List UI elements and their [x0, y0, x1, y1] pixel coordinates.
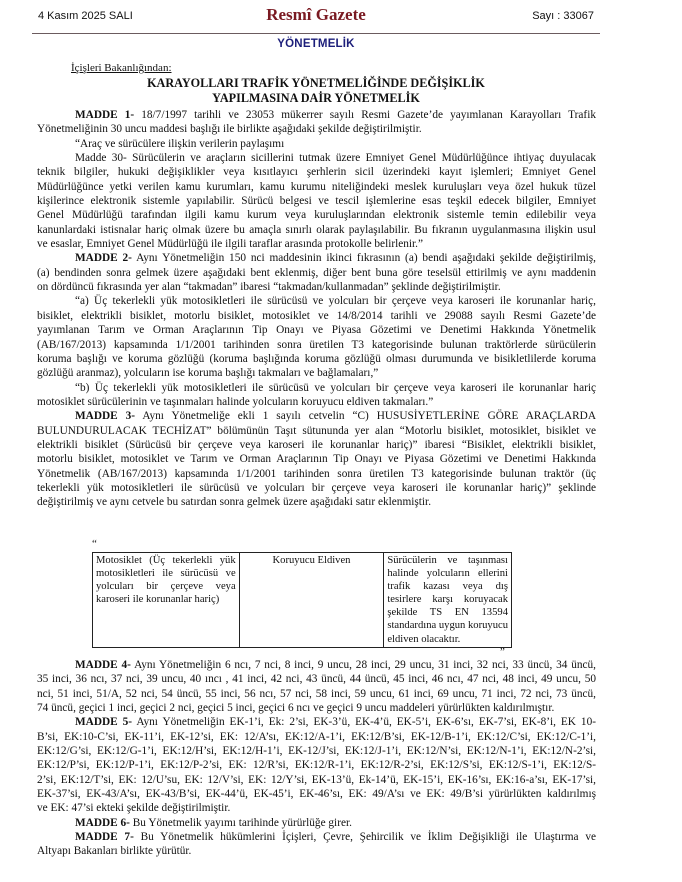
article-heading-line: [37, 409, 596, 423]
line-text: Aynı Yönetmeliğe ekli 1 sayılı cetvelin “C) HUSUSİYETLERİNE GÖRE ARAÇLARDA: [135, 410, 596, 423]
article-number: MADDE 5-: [75, 716, 133, 729]
text-line: [37, 787, 596, 801]
line-text: EK:12/P’si, EK:12/P-1’i, EK:12/P-2’si, EK: 12/R’si, EK:12/R-1’i, EK:12/R-2’si, EK:12/S’si, EK:12/S-1’i, EK:12/S-: [37, 759, 596, 772]
text-line: [37, 352, 596, 366]
line-text: Aynı Yönetmeliğin 150 nci maddesinin ikinci fıkrasının (a) bendi aşağıdaki şekilde değiştirilmiş,: [131, 252, 596, 265]
cell-line: Sürücülerin ve taşınması: [387, 555, 508, 566]
text-line: [37, 744, 596, 758]
cell-line: tesirlere karşı koruyacak: [387, 594, 508, 606]
cell-line: motosikletleri ile sürücüsü ve: [96, 568, 236, 580]
cell-line: yolcuları bir çerçeve veya: [96, 581, 236, 593]
text-line: [37, 481, 596, 495]
text-line: [37, 237, 596, 251]
vehicle-cell: [93, 553, 240, 648]
line-text: Bu Yönetmelik hükümlerini İçişleri, Çevre, Şehircilik ve İklim Değişikliği ile Ulaştırma ve: [133, 831, 596, 844]
line-text: ve EK: 47’si ekteki şekilde değiştirilmiştir.: [37, 802, 231, 815]
line-text: Genel Müdürlüğü tarafından ilgili kamu kurum veya kuruluşlarından elektronik sistemle temin edilebilir veya: [37, 209, 596, 222]
line-text: Yönetmelik (AB/167/2013) kapsamında 1/1/2001 tarihinden sonra üretilen T3 kategorisinde bulunan traktör (üç: [37, 467, 596, 480]
line-text: tekerlekli yük motosikletleri ile sürücüsü ve yolcuları bir çerçeve veya karoseri ile korunanlar hariç)” şeklinde: [37, 481, 596, 494]
text-line: [37, 223, 596, 237]
article-number: MADDE 2-: [75, 252, 132, 265]
text-line: [37, 452, 596, 466]
text-line: [37, 381, 596, 395]
text-line: [37, 773, 596, 787]
text-line: [37, 137, 596, 151]
text-line: [37, 208, 596, 222]
article-heading-line: [37, 830, 596, 844]
text-line: [37, 495, 596, 509]
cell-line: trafik kazası veya dış: [387, 581, 508, 593]
article-heading-line: [37, 715, 596, 729]
table-open-quote: “: [92, 538, 97, 550]
text-line: [37, 395, 596, 409]
text-line: [37, 467, 596, 481]
article-number: MADDE 6-: [75, 816, 130, 829]
text-line: [37, 151, 596, 165]
line-text: (AB/167/2013) kapsamında 1/1/2001 tarihinden sonra üretilen T3 kategorisinde bulunan traktörlerde sürücülerin: [37, 338, 596, 351]
equipment-table: [92, 552, 512, 648]
section-heading: YÖNETMELİK: [277, 38, 355, 50]
ministry-name: İçişleri Bakanlığından:: [71, 62, 172, 74]
article-number: MADDE 1-: [75, 109, 135, 121]
text-line: [37, 194, 596, 208]
line-text: (a) bendinden sonra gelmek üzere aşağıdaki bent eklenmiş, diğer bent buna göre teselsül ettirilmiş ve aynı maddenin: [37, 266, 596, 279]
line-text: Yönetmeliğinin 30 uncu maddesi başlığı ile birlikte aşağıdaki şekilde değiştirilmiştir.: [37, 123, 422, 136]
line-text: 74 üncü, geçici 1 inci, geçici 2 nci, geçici 5 inci, geçici 6 ncı ve geçici 9 uncu maddeleri yürürlükten kaldırılmıştır.: [37, 702, 555, 715]
text-line: [37, 801, 596, 815]
line-text: 2’si, EK:12/T’si, EK: 12/U’su, EK: 12/V’si, EK: 12/Y’si, EK-13’ü, Ek-14’ü, EK-15’i, EK-16’sı, EK:16-a’sı, EK-17’si,: [37, 773, 596, 786]
cell-line: karoseri ile korunanlar hariç): [96, 594, 220, 606]
line-text: teknik bilgiler, hukuki değişiklikler veya kısıtlayıcı şerhlerin sicil üzerindeki kayıt işlemleri; Emniyet Genel: [37, 166, 596, 179]
line-text: nci, 51 inci, 51/A, 52 nci, 54 üncü, 55 inci, 56 ncı, 57 nci, 58 inci, 59 uncu, 61 inci, 69 uncu, 71 inci, 72 nci, 73 üncü,: [37, 687, 596, 700]
line-text: Aynı Yönetmeliğin 6 ncı, 7 nci, 8 inci, 9 uncu, 28 inci, 29 uncu, 31 inci, 32 nci, 33 üncü, 34 üncü,: [130, 659, 596, 671]
line-text: kanunlardaki istisnalar hariç olmak üzere bu amaçla sınırlı olarak paylaşılabilir. Bu fıkranın uygulanmasına ilişkin usul: [37, 223, 596, 236]
gazette-header: [32, 0, 600, 34]
line-text: on dördüncü fıkrasında yer alan “takmadan” ibaresi “takmadan/kullanmadan” şeklinde değiştirilmiştir.: [37, 281, 501, 294]
line-text: değiştirilmiş ve aynı cetvele bu satırdan sonra gelmek üzere aşağıdaki satır eklenmiştir.: [37, 496, 432, 509]
article-heading-line: [37, 108, 596, 122]
text-line: [37, 294, 596, 308]
text-line: [37, 309, 596, 323]
cell-line: halinde yolcuların ellerini: [387, 568, 508, 580]
text-line: [37, 280, 596, 294]
text-line: [37, 758, 596, 772]
text-line: [37, 122, 596, 136]
line-text: kişilerince elektronik sistemle yapılabilir. Sürücü belgesi ve tescil işlemlerine esas teşkil edecek bilgiler, Emniyet: [37, 195, 596, 208]
line-text: 18/7/1997 tarihli ve 23053 mükerrer sayılı Resmi Gazete’de yayımlanan Karayolları Trafik: [134, 109, 596, 121]
line-text: Altyapı Bakanları birlikte yürütür.: [37, 845, 192, 858]
text-line: [37, 424, 596, 438]
line-text: koruma başlığı ve koruma gözlüğü (koruma başlığında koruma gözlüğü olması durumunda ve bisikletlilerde koruma: [37, 352, 596, 365]
line-text: “a) Üç tekerlekli yük motosikletleri ile sürücüsü ve yolcuları bir çerçeve veya karoseri ile korunanlar hariç,: [75, 295, 596, 308]
line-text: “b) Üç tekerlekli yük motosikletleri ile sürücüsü ve yolcuları bir çerçeve veya karoseri ile korunanlar hariç: [75, 381, 596, 394]
text-line: [37, 730, 596, 744]
text-line: [37, 266, 596, 280]
articles-block-2: [37, 658, 596, 859]
article-heading-line: [37, 658, 596, 672]
line-text: gözlüğü aranmaz), yolcuların ise koruma başlığı takmaları ve bağlamaları,”: [37, 367, 379, 380]
line-text: Bu Yönetmelik yayımı tarihinde yürürlüğe girer.: [129, 816, 352, 829]
line-text: ve esaslar, Emniyet Genel Müdürlüğü ile ilgili taraflar arasında protokolle belirlenir.”: [37, 238, 424, 251]
cell-line: standardına uygun koruyucu: [387, 620, 508, 632]
text-line: [37, 323, 596, 337]
line-text: bisiklet, elektrikli bisiklet, motorlu bisiklet, motosiklet ve 14/8/2014 tarihli ve 29088 sayılı Resmi Gazete’de: [37, 309, 596, 322]
text-line: [37, 438, 596, 452]
line-text: motosiklet sürücülerinin ve taşınmaları halinde yolcuların koruyucu eldiven takmaları.”: [37, 395, 434, 408]
text-line: [37, 338, 596, 352]
line-text: “Araç ve sürücülere ilişkin verilerin paylaşımı: [75, 137, 285, 150]
description-cell: [384, 553, 512, 648]
text-line: [37, 366, 596, 380]
gazette-title: Resmî Gazete: [266, 5, 366, 24]
cell-line: şekilde TS EN 13594: [387, 607, 508, 619]
text-line: [37, 844, 596, 858]
table-close-quote: ”: [500, 646, 505, 658]
article-number: MADDE 7-: [75, 831, 134, 844]
article-number: MADDE 4-: [75, 659, 131, 671]
cell-line: eldiven olacaktır.: [387, 633, 461, 645]
table-row: [93, 553, 512, 648]
article-heading-line: [37, 816, 596, 830]
article-heading-line: [37, 251, 596, 265]
text-line: [37, 180, 596, 194]
line-text: BULUNDURULACAK TECHİZAT” bölümünün Taşıt sütununda yer alan “Motorlu bisiklet, motosiklet, bisiklet ve: [37, 424, 596, 437]
line-text: Aynı Yönetmeliğin EK-1’i, Ek: 2’si, EK-3’ü, EK-4’ü, EK-5’i, EK-6’sı, EK-7’si, EK-8’i, EK 10-: [132, 716, 596, 729]
line-text: yayımlanan Tarım ve Orman Araçlarının Tip Onayı ve Piyasa Gözetimi ve Denetimi Hakkında Yönetmelik: [37, 324, 596, 337]
text-line: [37, 165, 596, 179]
text-line: [37, 672, 596, 686]
line-text: EK-37’si, EK-43/A’sı, EK-43/B’si, EK-44’ü, EK-45’i, EK-46’sı, EK: 49/A’sı ve EK: 49/B’si yürürlükten kaldırılmış: [37, 788, 596, 801]
text-line: [37, 701, 596, 715]
regulation-title-line-1: KARAYOLLARI TRAFİK YÖNETMELİĞİNDE DEĞİŞİKLİK: [147, 76, 485, 90]
issue-date: 4 Kasım 2025 SALI: [38, 10, 133, 22]
line-text: Madde 30- Sürücülerin ve araçların sicillerini tutmak üzere Emniyet Genel Müdürlüğünce ihtiyaç duyulacak: [75, 152, 596, 165]
line-text: 35 inci, 36 ncı, 37 nci, 39 uncu, 40 ıncı , 41 inci, 42 nci, 43 üncü, 44 üncü, 45 inci, 46 ncı, 47 nci, 48 inci, 49 uncu, 50: [37, 673, 596, 686]
cell-line: Motosiklet (Üç tekerlekli yük: [96, 555, 236, 566]
issue-number: Sayı : 33067: [532, 10, 594, 22]
line-text: Müdürlüğünce yetki verilen kamu kurumları, kamu kurumu niteliğindeki meslek kuruluşları veya özel hukuk tüzel: [37, 180, 596, 193]
line-text: elektrikli bisiklet (Sürücüsü bir çerçeve veya karoseri ile korunanlar hariç)” ibaresi “Bisiklet, elektrikli bisiklet,: [37, 438, 596, 451]
articles-block-1: [37, 108, 596, 510]
regulation-title-line-2: YAPILMASINA DAİR YÖNETMELİK: [212, 91, 420, 105]
text-line: [37, 687, 596, 701]
line-text: EK:12/G’si, EK:12/G-1’i, EK:12/H’si, EK:12/H-1’i, EK-12/J’si, EK:12/J-1’i, EK:12/N’si, EK:12/N-1’i, EK:12/N-2’si,: [37, 745, 596, 758]
equipment-cell: Koruyucu Eldiven: [239, 553, 384, 648]
line-text: B’si, EK:10-C’si, EK-11’i, EK-12’si, EK: 12/A’sı, EK:12/A-1’i, EK:12/B’si, EK-12/B-1’i, EK:12/C’si, EK:12/C-1’i,: [37, 730, 596, 743]
article-number: MADDE 3-: [75, 410, 136, 423]
line-text: motorlu bisiklet, motosiklet ve Tarım ve Orman Araçlarının Tip Onayı ve Piyasa Gözetimi ve Denetimi Hakkında: [37, 453, 596, 466]
